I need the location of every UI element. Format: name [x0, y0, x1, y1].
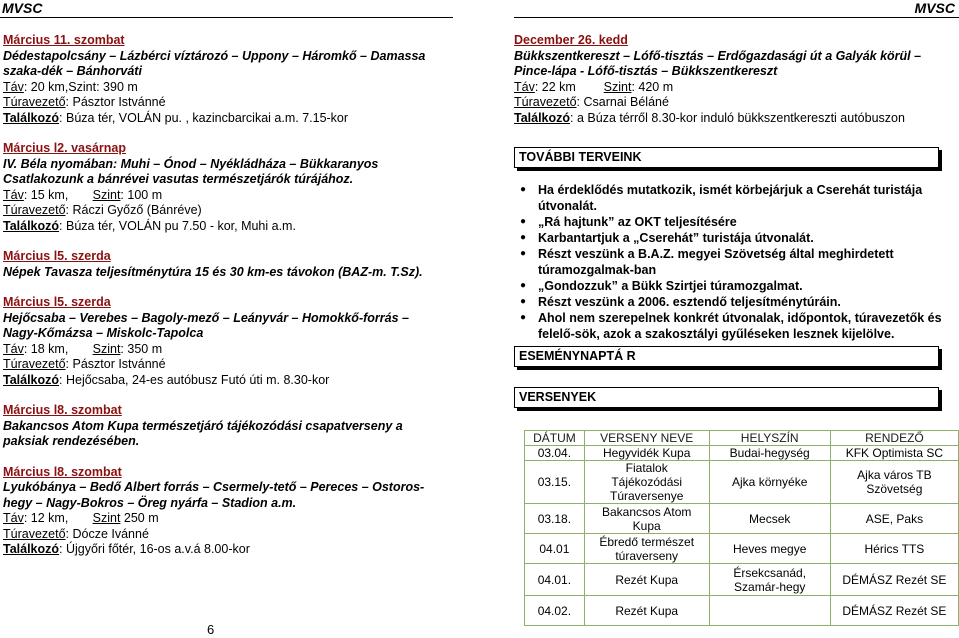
tav-value: : 20 km,Szint: 390 m — [23, 79, 138, 94]
table-row — [525, 504, 959, 534]
event-distance — [3, 80, 428, 96]
meet-label: Találkozó — [3, 372, 60, 387]
event-date: Március l8. szombat — [3, 403, 122, 417]
meet-value: : Hejőcsaba, 24-es autóbusz Futó úti m. 8.30-kor — [59, 372, 330, 387]
header-left: MVSC — [2, 0, 43, 16]
header-rule-right — [514, 17, 959, 18]
guide-value: : Pásztor István​né — [65, 357, 166, 371]
meet-value: : a Búza térről 8.30-kor induló bükkszentkereszti autóbuszon — [570, 110, 905, 125]
meet-label: Találkozó — [514, 110, 571, 125]
guide-value: : Csarnai Béláné — [576, 95, 669, 109]
event-distance — [514, 80, 954, 96]
meet-value: : Búza tér, VOLÁN pu. , kazincbarcikai a.m. 7.15-kor — [59, 110, 349, 125]
event-date: Március l5. szerda — [3, 295, 111, 309]
guide-label: Túravezető — [3, 95, 66, 109]
szint-label: Szint — [92, 187, 121, 202]
table-cell: Mecsek — [709, 504, 830, 534]
table-cell: 03.15. — [525, 461, 585, 504]
table-row — [525, 564, 959, 596]
list-item: ● Részt veszünk a 2006. esztendő teljesítménytúráin. — [518, 294, 948, 310]
page-number: 6 — [207, 622, 215, 637]
competitions-table — [524, 430, 959, 626]
table-cell: 03.04. — [525, 446, 585, 461]
tav-label: Táv — [3, 341, 24, 356]
tav-value: : 12 km, — [23, 511, 69, 525]
table-cell: Bakancsos Atom Kupa — [584, 504, 709, 534]
table-cell: Hérics TTS — [830, 534, 958, 564]
section-heading-plans: TOVÁBBI TERVEINK — [514, 147, 939, 168]
event-description: IV. Béla nyomában: Muhi – Ónod – Nyékládháza – Bükkaranyos Csatlakozunk a bánrévei vasutas természetjárók túrájához. — [3, 156, 379, 186]
plans-list — [518, 182, 948, 342]
event-meeting — [3, 111, 428, 127]
table-row — [525, 446, 959, 461]
table-cell: KFK Optimista SC — [830, 446, 958, 461]
event-block — [3, 141, 428, 234]
meet-value: : Újgyőri főtér, 16-os a.v.á 8.00-kor — [59, 542, 250, 556]
szint-value: : 420 m — [631, 79, 674, 94]
event-guide — [3, 95, 428, 111]
event-date: December 26. kedd — [514, 33, 628, 47]
tav-value: : 18 km, — [23, 341, 69, 356]
table-cell: Ébredő természet túraverseny — [584, 534, 709, 564]
event-meeting — [514, 111, 954, 127]
list-item: ● Karbantartjuk a „Cserehát” turistája útvonalát. — [518, 230, 948, 246]
tav-label: Táv — [514, 79, 535, 94]
event-meeting — [3, 373, 428, 389]
table-cell: Heves megye — [709, 534, 830, 564]
table-row — [525, 534, 959, 564]
right-event-block — [514, 33, 954, 126]
table-header-row — [525, 431, 959, 446]
event-route: Dédestapolcsány – Lázbérci víztározó – Uppony – Háromkő – Damassa szaka-dék – Bánhorváti — [3, 48, 426, 78]
meet-label: Találkozó — [3, 110, 60, 125]
szint-label: Szint — [603, 79, 632, 94]
table-cell: 03.18. — [525, 504, 585, 534]
event-route: Bükkszentkereszt – Lófő-tisztás – Erdőgazdasági út a Galyák körül –Pince-lápa - Lófő-tisztás – Bükkszentkereszt — [514, 48, 922, 78]
list-item: ● „Gondozzuk” a Bükk Szirtjei túramozgalmat. — [518, 278, 948, 294]
guide-value: : Dócze Ivánné — [65, 526, 149, 541]
tav-label: Táv — [3, 511, 24, 525]
column-header: RENDEZŐ — [830, 431, 958, 446]
table-cell: Budai-hegység — [709, 446, 830, 461]
table-cell: Rezét Kupa — [584, 564, 709, 596]
event-date: Március l2. vasárnap — [3, 141, 126, 155]
table-cell: Ajka környéke — [709, 461, 830, 504]
event-guide — [514, 95, 954, 111]
event-meeting — [3, 219, 428, 235]
event-description: Bakancsos Atom Kupa természetjáró tájékozódási csapatverseny a paksiak rendezésében. — [3, 418, 403, 448]
tav-value: : 22 km — [534, 79, 576, 94]
event-guide — [3, 357, 428, 373]
table-cell: Ajka város TB Szövetség — [830, 461, 958, 504]
table-cell: DÉMÁSZ Rezét SE — [830, 564, 958, 596]
event-block — [3, 33, 428, 126]
event-block — [3, 403, 428, 450]
event-description: Népek Tavasza teljesítménytúra 15 és 30 km-es távokon (BAZ-m. T.Sz). — [3, 264, 423, 279]
column-header: DÁTUM — [525, 431, 585, 446]
table-cell: Hegyvidék Kupa — [584, 446, 709, 461]
tav-label: Táv — [3, 79, 24, 94]
szint-value: 250 m — [120, 511, 159, 525]
section-heading-calendar: ESEMÉNYNAPTÁ R — [514, 346, 939, 367]
table-cell: 04.02. — [525, 596, 585, 626]
szint-label: Szint — [92, 341, 121, 356]
meet-label: Találkozó — [3, 218, 60, 233]
szint-label: Szint — [92, 511, 121, 525]
event-guide — [3, 527, 428, 543]
tav-label: Táv — [3, 187, 24, 202]
event-route: Hejőcsaba – Verebes – Bagoly-mező – Leányvár – Homokkő-forrás – Nagy-Kőmázsa – Miskolc-Tapolca — [3, 310, 409, 340]
table-cell: ASE, Paks — [830, 504, 958, 534]
event-meeting — [3, 542, 428, 558]
guide-label: Túravezető — [514, 95, 577, 109]
list-item: ● Ahol nem szerepelnek konkrét útvonalak, időpontok, túravezetők és felelő-sök, azok a szakosztályi gyűléseken lesznek kijelölve. — [518, 310, 948, 342]
table-cell: Rezét Kupa — [584, 596, 709, 626]
list-item: ● Részt veszünk a B.A.Z. megyei Szövetség által meghirdetett túramozgalmak-ban — [518, 246, 948, 278]
guide-value: : Ráczi Győző (Bánréve) — [65, 203, 202, 217]
table-cell: 04.01. — [525, 564, 585, 596]
guide-label: Túravezető — [3, 526, 66, 541]
table-cell — [709, 596, 830, 626]
table-cell: 04.01 — [525, 534, 585, 564]
table-cell: Érsekcsanád, Szamár-hegy — [709, 564, 830, 596]
list-item: ● „Rá hajtunk” az OKT teljesítésére — [518, 214, 948, 230]
left-column — [3, 33, 428, 558]
szint-value: : 100 m — [120, 187, 163, 202]
event-date: Március l5. szerda — [3, 249, 111, 263]
table-row — [525, 461, 959, 504]
table-cell: Fiatalok Tájékozódási Túraversenye — [584, 461, 709, 504]
section-heading-competitions: VERSENYEK — [514, 387, 939, 408]
event-block — [3, 465, 428, 558]
header-right: MVSC — [914, 0, 955, 16]
table-cell: DÉMÁSZ Rezét SE — [830, 596, 958, 626]
guide-label: Túravezető — [3, 357, 66, 371]
event-route: Lyukóbánya – Bedő Albert forrás – Csermely-tető – Pereces – Ostoros-hegy – Nagy-Bokros – Öreg nyárfa – Stadion a.m. — [3, 480, 425, 510]
event-distance — [3, 511, 428, 527]
event-guide — [3, 203, 428, 219]
column-header: VERSENY NEVE — [584, 431, 709, 446]
tav-value: : 15 km, — [23, 187, 69, 202]
event-block — [3, 295, 428, 388]
event-distance — [3, 342, 428, 358]
guide-label: Túravezető — [3, 203, 66, 217]
meet-value: : Búza tér, VOLÁN pu 7.50 - kor, Muhi a.m. — [59, 218, 296, 233]
szint-value: : 350 m — [120, 341, 163, 356]
list-item: ● Ha érdeklődés mutatkozik, ismét körbejárjuk a Cserehát turistája útvonalát. — [518, 182, 948, 214]
header-rule-left — [0, 17, 453, 18]
meet-label: Találkozó — [3, 542, 60, 556]
event-distance — [3, 188, 428, 204]
event-date: Március l8. szombat — [3, 464, 122, 479]
guide-value: : Pásztor István​né — [65, 95, 166, 109]
table-row — [525, 596, 959, 626]
column-header: HELYSZÍN — [709, 431, 830, 446]
event-block — [3, 249, 428, 280]
event-date: Március 11. szombat — [3, 33, 125, 47]
